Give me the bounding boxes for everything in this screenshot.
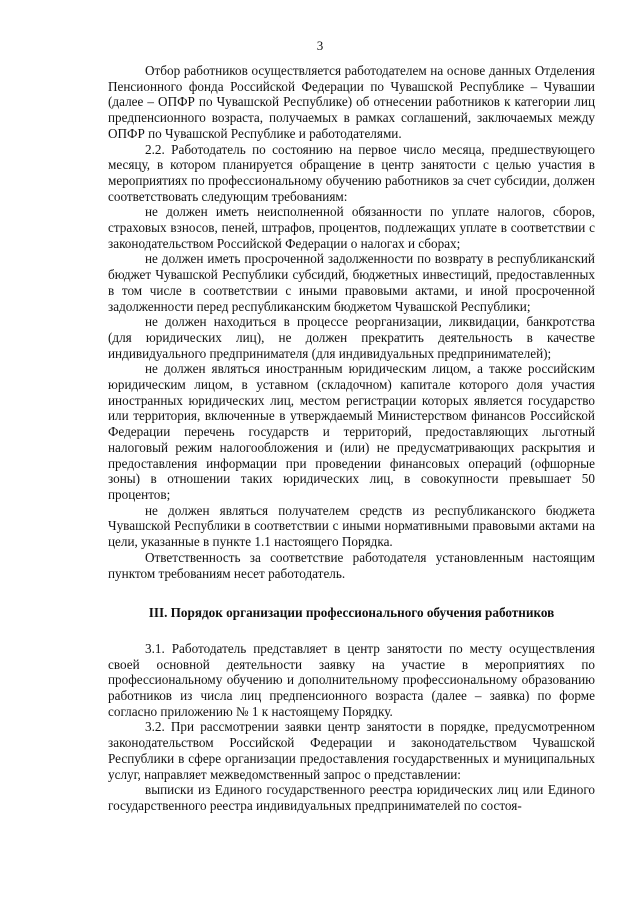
page-number: 3 <box>316 38 324 53</box>
page-body <box>108 63 595 814</box>
paragraph-3-2: 3.2. При рассмотрении заявки центр занятости в порядке, предусмотренном законодательством Российской Федерации и законодательством Чувашской Республики в сфере организации предоставления государственных и муниципальных услуг, направляет межведомственный запрос о представлении: <box>108 719 595 782</box>
paragraph-responsibility: Ответственность за соответствие работодателя установленным настоящим пунктом требованиям несет работодатель. <box>108 549 595 581</box>
section-heading: III. Порядок организации профессионального обучения работников <box>148 605 555 621</box>
paragraph-registry-extract: выписки из Единого государственного реестра юридических лиц или Единого государственного реестра индивидуальных предпринимателей по состоя- <box>108 782 595 813</box>
requirement-no-reorganization: не должен находиться в процессе реорганизации, ликвидации, банкротства (для юридических лиц), не должен прекратить деятельность в качестве индивидуального предпринимателя (для индивидуальных предпринимателей); <box>108 314 595 361</box>
requirement-no-overdue-debt: не должен иметь просроченной задолженности по возврату в республиканский бюджет Чувашской Республики субсидий, бюджетных инвестиций, предоставленных в том числе в соответствии с иными правовыми актами, и иной просроченной задолженности перед республиканским бюджетом Чувашской Республики; <box>108 251 595 314</box>
paragraph-2-2: 2.2. Работодатель по состоянию на первое число месяца, предшествующего месяцу, в котором планируется обращение в центр занятости с целью участия в мероприятиях по профессиональному обучению работников за счет субсидии, должен соответствовать следующим требованиям: <box>108 141 595 204</box>
requirement-not-foreign-entity: не должен являться иностранным юридическим лицом, а также российским юридическим лицом, в уставном (складочном) капитале которого доля участия иностранных юридических лиц, местом регистрации которых является государство или территория, включенные в утверждаемый Министерством финансов Российской Федерации перечень государств и территорий, предоставляющих льготный налоговый режим налогообложения и (или) не предусматривающих раскрытия и предоставления информации при проведении финансовых операций (офшорные зоны) в отношении таких юридических лиц, в совокупности превышает 50 процентов; <box>108 361 595 502</box>
paragraph-pfr-selection: Отбор работников осуществляется работодателем на основе данных Отделения Пенсионного фонда Российской Федерации по Чувашской Республике – Чувашии (далее – ОПФР по Чувашской Республике) об отнесении работников к категории лиц предпенсионного возраста, получаемых в рамках соглашений, заключаемых между ОПФР по Чувашской Республике и работодателями. <box>108 63 595 141</box>
paragraph-3-1: 3.1. Работодатель представляет в центр занятости по месту осуществления своей основной деятельности заявку на участие в мероприятиях по профессиональному обучению и дополнительному профессиональному образованию работников из числа лиц предпенсионного возраста (далее – заявка) по форме согласно приложению № 1 к настоящему Порядку. <box>108 640 595 719</box>
requirement-not-other-funding: не должен являться получателем средств из республиканского бюджета Чувашской Республики в соответствии с иными нормативными правовыми актами на цели, указанные в пункте 1.1 настоящего Порядка. <box>108 502 595 550</box>
requirement-no-tax-debt: не должен иметь неисполненной обязанности по уплате налогов, сборов, страховых взносов, пеней, штрафов, процентов, подлежащих уплате в соответствии с законодательством Российской Федерации о налогах и сборах; <box>108 204 595 251</box>
